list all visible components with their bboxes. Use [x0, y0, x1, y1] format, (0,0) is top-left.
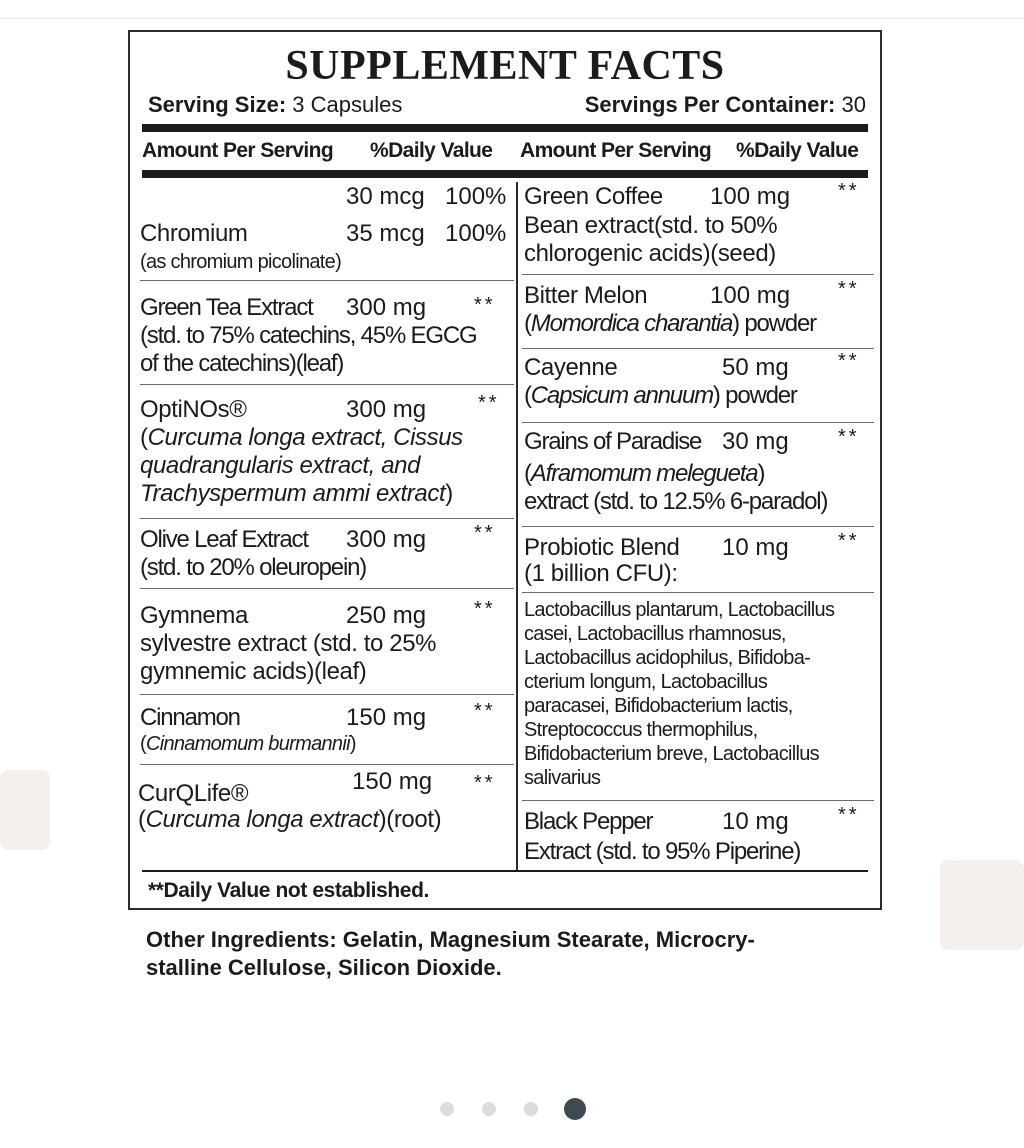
daily-value: ** [838, 278, 860, 300]
ingredient-name: Chromium [140, 220, 248, 247]
list-item: paracasei, Bifidobacterium lactis, [524, 695, 793, 717]
ingredient-desc: Bean extract(std. to 50% [524, 212, 778, 239]
ingredient-name: Green Coffee [524, 183, 663, 210]
ingredient-name: Gymnema [140, 602, 248, 629]
column-separator [516, 182, 518, 872]
carousel-dot[interactable] [440, 1102, 454, 1116]
carousel-dot[interactable] [524, 1102, 538, 1116]
panel-title: SUPPLEMENT FACTS [285, 43, 725, 89]
list-item: Bifidobacterium breve, Lactobacillus [524, 743, 819, 765]
amount: 300 mg [346, 396, 427, 423]
amount: 150 mg [352, 768, 433, 795]
thick-divider [142, 124, 868, 132]
amount: 35 mcg [346, 220, 425, 247]
servings-per-container: Servings Per Container: 30 [584, 92, 866, 117]
ingredient-desc: (Capsicum annuum) powder [524, 382, 797, 409]
ingredient-desc: (as chromium picolinate) [140, 251, 342, 273]
row-divider [522, 800, 874, 801]
daily-value: ** [478, 392, 500, 414]
background-shape [940, 860, 1024, 950]
list-item: casei, Lactobacillus rhamnosus, [524, 623, 786, 645]
amount: 300 mg [346, 294, 427, 321]
row-divider [522, 592, 874, 593]
list-item: Streptococcus thermophilus, [524, 719, 758, 741]
daily-value: ** [474, 598, 496, 620]
row-divider [140, 694, 514, 695]
daily-value: ** [474, 522, 496, 544]
list-item: salivarius [524, 767, 601, 789]
daily-value: ** [474, 772, 496, 794]
ingredient-desc: (Momordica charantia) powder [524, 310, 816, 337]
background-shape [0, 770, 50, 850]
row-divider [522, 526, 874, 527]
amount: 100 mg [710, 183, 791, 210]
row-divider [140, 384, 514, 385]
row-divider [140, 764, 514, 765]
row-divider [522, 348, 874, 349]
carousel-dot-active[interactable] [564, 1098, 586, 1120]
ingredient-desc: (std. to 75% catechins, 45% EGCG [140, 322, 477, 349]
ingredient-desc: sylvestre extract (std. to 25% [140, 630, 437, 657]
row-divider [522, 422, 874, 423]
top-divider [0, 18, 1024, 19]
ingredient-name: Grains of Paradise [524, 428, 702, 455]
col-amount-left: Amount Per Serving [142, 139, 334, 162]
amount: 30 mg [722, 428, 789, 455]
thick-divider [142, 170, 868, 178]
daily-value: ** [838, 530, 860, 552]
col-dv-right: %Daily Value [736, 139, 859, 162]
daily-value: ** [838, 426, 860, 448]
amount: 30 mcg [346, 183, 425, 210]
ingredient-desc: extract (std. to 12.5% 6-paradol) [524, 488, 828, 515]
ingredient-name: Black Pepper [524, 808, 653, 835]
ingredient-desc: (1 billion CFU): [524, 560, 678, 587]
row-divider [140, 518, 514, 519]
ingredient-name: Olive Leaf Extract [140, 526, 308, 553]
amount: 250 mg [346, 602, 427, 629]
ingredient-desc: (Curcuma longa extract)(root) [138, 806, 442, 833]
list-item: cterium longum, Lactobacillus [524, 671, 768, 693]
ingredient-desc: chlorogenic acids)(seed) [524, 240, 776, 267]
col-dv-left: %Daily Value [370, 139, 493, 162]
ingredient-name: Cayenne [524, 354, 618, 381]
daily-value: 100% [445, 183, 507, 210]
daily-value: ** [838, 180, 860, 202]
amount: 10 mg [722, 808, 789, 835]
footnote-divider [142, 870, 868, 872]
ingredient-desc: (Aframomum melegueta) [524, 460, 765, 487]
ingredient-name: Probiotic Blend [524, 534, 680, 561]
carousel-dot[interactable] [482, 1102, 496, 1116]
footnote: **Daily Value not established. [148, 879, 429, 902]
ingredient-desc: (Curcuma longa extract, Cissus [140, 424, 463, 451]
ingredient-desc: quadrangularis extract, and [140, 452, 421, 479]
supplement-facts-panel [128, 30, 882, 910]
ingredient-name: Bitter Melon [524, 282, 648, 309]
ingredient-desc: gymnemic acids)(leaf) [140, 658, 367, 685]
ingredient-desc: Trachyspermum ammi extract) [140, 480, 453, 507]
daily-value: ** [474, 294, 496, 316]
ingredient-desc: of the catechins)(leaf) [140, 350, 344, 377]
amount: 50 mg [722, 354, 789, 381]
ingredient-desc: Extract (std. to 95% Piperine) [524, 838, 801, 865]
other-ingredients-line: Other Ingredients: Gelatin, Magnesium Stearate, Microcry- [146, 927, 755, 952]
other-ingredients [146, 926, 886, 982]
daily-value: ** [838, 350, 860, 372]
row-divider [140, 588, 514, 589]
amount: 150 mg [346, 704, 427, 731]
ingredient-desc: (Cinnamomum burmannii) [140, 733, 356, 755]
amount: 10 mg [722, 534, 789, 561]
ingredient-name: Green Tea Extract [140, 294, 313, 321]
daily-value: ** [474, 700, 496, 722]
amount: 100 mg [710, 282, 791, 309]
row-divider [140, 280, 514, 281]
serving-size: Serving Size: 3 Capsules [148, 92, 403, 117]
amount: 300 mg [346, 526, 427, 553]
row-divider [522, 274, 874, 275]
other-ingredients-line: stalline Cellulose, Silicon Dioxide. [146, 955, 502, 980]
list-item: Lactobacillus acidophilus, Bifidoba- [524, 647, 811, 669]
ingredient-desc: (std. to 20% oleuropein) [140, 554, 367, 581]
daily-value: ** [838, 804, 860, 826]
list-item: Lactobacillus plantarum, Lactobacillus [524, 599, 835, 621]
col-amount-right: Amount Per Serving [520, 139, 712, 162]
ingredient-name: Cinnamon [140, 704, 240, 731]
ingredient-name: CurQLife® [138, 780, 249, 807]
daily-value: 100% [445, 220, 507, 247]
ingredient-name: OptiNOs® [140, 396, 247, 423]
